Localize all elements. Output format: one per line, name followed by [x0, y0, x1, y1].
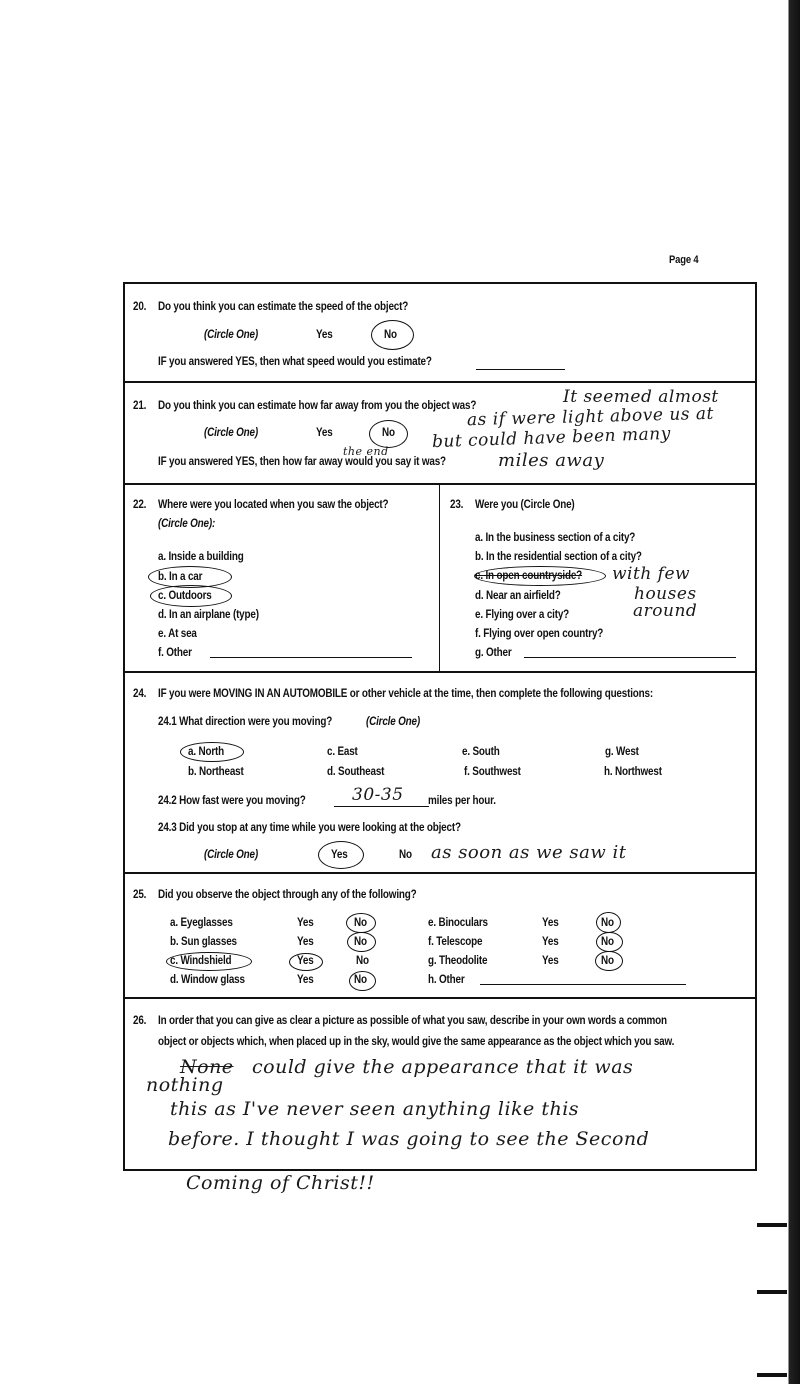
- option-f[interactable]: f. Other: [158, 647, 192, 659]
- option-no[interactable]: No: [399, 849, 412, 861]
- option-no[interactable]: No: [382, 427, 395, 439]
- option-yes[interactable]: Yes: [542, 955, 559, 967]
- option-e[interactable]: e. Flying over a city?: [475, 609, 570, 621]
- question-number: 24.: [133, 688, 147, 700]
- option-a[interactable]: a. In the business section of a city?: [475, 532, 636, 544]
- question-text: Where were you located when you saw the object?: [158, 499, 389, 511]
- handwritten-insert: the end: [343, 445, 389, 458]
- question-number: 22.: [133, 499, 147, 511]
- option-yes[interactable]: Yes: [316, 427, 333, 439]
- answer-circle: [166, 952, 252, 971]
- option-no[interactable]: No: [601, 955, 614, 967]
- handwritten-answer: as soon as we saw it: [431, 842, 627, 863]
- question-number: 21.: [133, 400, 147, 412]
- item-label: c. Windshield: [170, 955, 232, 967]
- option-no[interactable]: No: [354, 974, 367, 986]
- option-a[interactable]: a. Inside a building: [158, 551, 244, 563]
- question-text: object or objects which, when placed up in the sky, would give the same appearance as the object which you saw.: [158, 1036, 675, 1048]
- option-yes[interactable]: Yes: [297, 955, 314, 967]
- answer-circle: [596, 932, 623, 952]
- follow-up-text: IF you answered YES, then what speed would you estimate?: [158, 356, 432, 368]
- option-no[interactable]: No: [384, 329, 397, 341]
- option-yes[interactable]: Yes: [297, 936, 314, 948]
- divider: [123, 997, 757, 999]
- other-blank[interactable]: [524, 657, 736, 658]
- handwritten-answer: Coming of Christ!!: [186, 1172, 375, 1194]
- direction-option[interactable]: c. East: [327, 746, 358, 758]
- direction-option[interactable]: e. South: [462, 746, 500, 758]
- option-c[interactable]: c. In open countryside?: [475, 570, 583, 582]
- option-b[interactable]: b. In a car: [158, 571, 203, 583]
- item-label: d. Window glass: [170, 974, 245, 986]
- direction-option[interactable]: a. North: [188, 746, 224, 758]
- question-text: IF you were MOVING IN AN AUTOMOBILE or other vehicle at the time, then complete the following questions:: [158, 688, 653, 700]
- circle-one-label: (Circle One):: [158, 518, 216, 530]
- option-no[interactable]: No: [601, 936, 614, 948]
- option-e[interactable]: e. At sea: [158, 628, 197, 640]
- item-label: h. Other: [428, 974, 465, 986]
- option-yes[interactable]: Yes: [297, 917, 314, 929]
- option-no[interactable]: No: [601, 917, 614, 929]
- direction-option[interactable]: h. Northwest: [604, 766, 662, 778]
- handwritten-answer: this as I've never seen anything like this: [170, 1098, 580, 1120]
- question-text: Were you (Circle One): [475, 499, 575, 511]
- circle-one-label: (Circle One): [204, 427, 259, 439]
- answer-circle: [369, 420, 408, 448]
- answer-circle: [289, 953, 323, 971]
- question-text: In order that you can give as clear a picture as possible of what you saw, describe in your own words a common: [158, 1015, 667, 1027]
- other-blank[interactable]: [480, 984, 686, 985]
- circle-one-label: (Circle One): [204, 849, 259, 861]
- handwritten-answer: could give the appearance that it was: [252, 1056, 634, 1078]
- option-d[interactable]: d. In an airplane (type): [158, 609, 259, 621]
- divider: [123, 483, 757, 485]
- item-label: b. Sun glasses: [170, 936, 237, 948]
- subquestion-24-3: 24.3 Did you stop at any time while you were looking at the object?: [158, 822, 461, 834]
- option-d[interactable]: d. Near an airfield?: [475, 590, 561, 602]
- divider: [123, 381, 757, 383]
- answer-circle: [346, 913, 376, 933]
- scan-mark: [757, 1290, 787, 1294]
- option-yes[interactable]: Yes: [297, 974, 314, 986]
- answer-circle: [318, 841, 364, 869]
- handwritten-answer: around: [633, 601, 698, 621]
- question-text: Do you think you can estimate how far away from you the object was?: [158, 400, 477, 412]
- handwritten-answer: as if were light above us at: [466, 403, 715, 431]
- handwritten-answer: houses: [634, 584, 697, 604]
- option-no[interactable]: No: [354, 936, 367, 948]
- option-yes[interactable]: Yes: [316, 329, 333, 341]
- other-blank[interactable]: [210, 657, 412, 658]
- scan-edge: [782, 0, 800, 1384]
- item-label: a. Eyeglasses: [170, 917, 233, 929]
- question-text: Do you think you can estimate the speed of the object?: [158, 301, 409, 313]
- item-label: g. Theodolite: [428, 955, 488, 967]
- subquestion-24-1: 24.1 What direction were you moving?: [158, 716, 333, 728]
- question-text: Did you observe the object through any of the following?: [158, 889, 417, 901]
- handwritten-answer: but could have been many: [431, 423, 672, 453]
- scan-mark: [757, 1223, 787, 1227]
- handwritten-answer: before. I thought I was going to see the Second: [168, 1128, 650, 1150]
- answer-circle: [595, 951, 623, 971]
- item-label: f. Telescope: [428, 936, 483, 948]
- answer-circle: [180, 742, 244, 762]
- handwritten-answer: 30-35: [352, 785, 404, 805]
- divider: [123, 671, 757, 673]
- question-number: 25.: [133, 889, 147, 901]
- answer-circle: [349, 971, 376, 991]
- direction-option[interactable]: f. Southwest: [464, 766, 521, 778]
- option-g[interactable]: g. Other: [475, 647, 512, 659]
- circle-one-label: (Circle One): [204, 329, 259, 341]
- question-number: 23.: [450, 499, 464, 511]
- handwritten-answer: with few: [612, 564, 691, 584]
- answer-circle: [150, 585, 232, 607]
- handwritten-answer: nothing: [146, 1074, 224, 1096]
- direction-option[interactable]: b. Northeast: [188, 766, 244, 778]
- page-number: Page 4: [669, 254, 699, 266]
- handwritten-answer: miles away: [498, 450, 605, 471]
- answer-circle: [596, 912, 621, 933]
- option-f[interactable]: f. Flying over open country?: [475, 628, 604, 640]
- item-label: e. Binoculars: [428, 917, 488, 929]
- question-number: 20.: [133, 301, 147, 313]
- scan-mark: [757, 1373, 787, 1377]
- handwritten-answer: It seemed almost: [563, 387, 719, 407]
- direction-option[interactable]: d. Southeast: [327, 766, 385, 778]
- option-no[interactable]: No: [354, 917, 367, 929]
- column-divider: [439, 484, 440, 671]
- unit-label: miles per hour.: [428, 795, 496, 807]
- speed-blank[interactable]: [476, 369, 565, 370]
- option-yes[interactable]: Yes: [331, 849, 348, 861]
- option-c[interactable]: c. Outdoors: [158, 590, 212, 602]
- option-yes[interactable]: Yes: [542, 917, 559, 929]
- answer-circle: [474, 566, 606, 586]
- subquestion-24-2: 24.2 How fast were you moving?: [158, 795, 306, 807]
- question-number: 26.: [133, 1015, 147, 1027]
- speed-blank[interactable]: [334, 806, 429, 807]
- circle-one-label: (Circle One): [366, 716, 421, 728]
- follow-up-text: IF you answered YES, then how far away would you say it was?: [158, 456, 446, 468]
- answer-circle: [371, 320, 414, 350]
- direction-option[interactable]: g. West: [605, 746, 639, 758]
- handwritten-struck: None: [180, 1056, 234, 1078]
- option-yes[interactable]: Yes: [542, 936, 559, 948]
- option-b[interactable]: b. In the residential section of a city?: [475, 551, 642, 563]
- answer-circle: [347, 932, 376, 952]
- option-no[interactable]: No: [356, 955, 369, 967]
- divider: [123, 872, 757, 874]
